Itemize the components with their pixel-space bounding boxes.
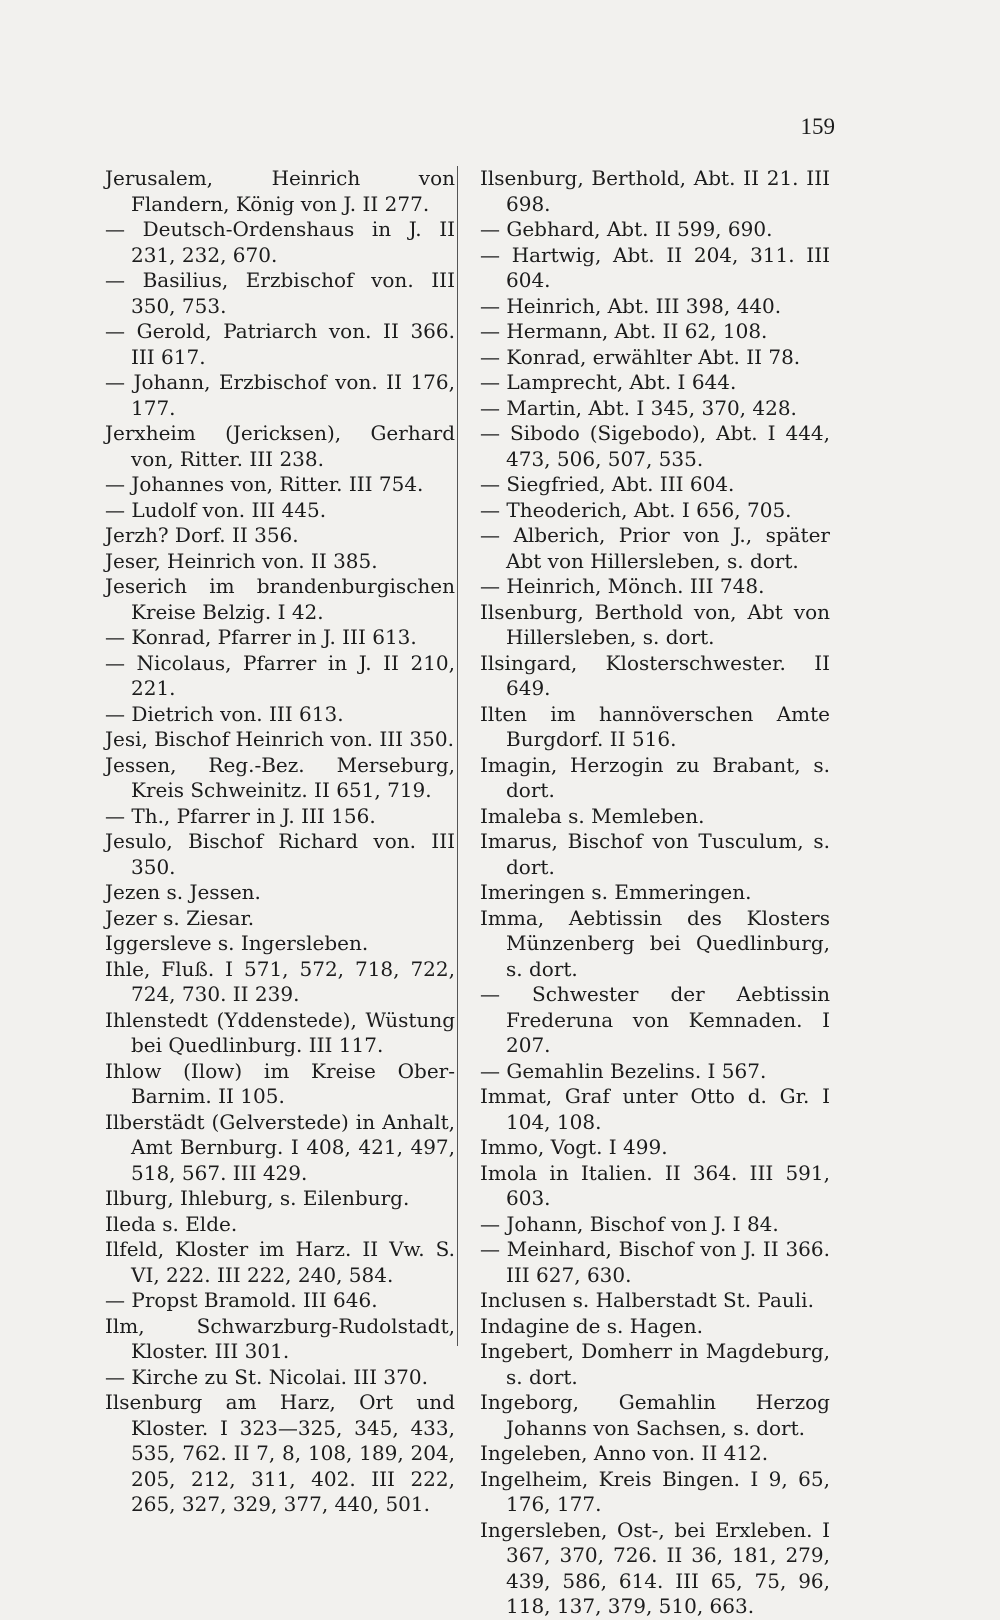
index-entry: Ilburg, Ihleburg, s. Eilenburg.	[105, 1186, 410, 1210]
index-entry: — Konrad, Pfarrer in J. III 613.	[105, 625, 417, 649]
index-entry: — Heinrich, Abt. III 398, 440.	[480, 293, 782, 318]
index-entry: — Johann, Bischof von J. I 84.	[480, 1211, 779, 1236]
index-entry: Ihle, Fluß. I 571, 572, 718, 722, 724, 730. II 239.	[105, 956, 455, 1006]
index-column-right	[480, 166, 830, 1620]
index-entry: — Hermann, Abt. II 62, 108.	[480, 319, 768, 343]
index-entry: — Heinrich, Mönch. III 748.	[480, 574, 765, 598]
index-entry: — Sibodo (Sigebodo), Abt. I 444, 473, 506, 507, 535.	[480, 421, 830, 471]
index-entry: — Basilius, Erzbischof von. III 350, 753.	[105, 268, 455, 318]
index-entry: Ingelheim, Kreis Bingen. I 9, 65, 176, 177.	[480, 1466, 830, 1516]
index-entry: — Gebhard, Abt. II 599, 690.	[480, 217, 773, 241]
index-entry: Ilsenburg am Harz, Ort und Kloster. I 323—325, 345, 433, 535, 762. II 7, 8, 108, 189, 204, 205, 212, 311, 402. III 222, 265, 327, 329, 377, 440, 501.	[105, 1390, 455, 1516]
index-entry: Ingersleben, Ost-, bei Erxleben. I 367, 370, 726. II 36, 181, 279, 439, 586, 614. III 65, 75, 96, 118, 137, 379, 510, 663.	[480, 1517, 830, 1618]
index-entry: Jessen, Reg.-Bez. Merseburg, Kreis Schweinitz. II 651, 719.	[105, 752, 455, 802]
index-entry: — Lamprecht, Abt. I 644.	[480, 370, 737, 394]
index-entry: Jesulo, Bischof Richard von. III 350.	[105, 829, 455, 879]
index-entry: Jeserich im brandenburgischen Kreise Belzig. I 42.	[105, 574, 455, 624]
index-entry: Indagine de s. Hagen.	[480, 1313, 703, 1338]
index-entry: Ilsenburg, Berthold von, Abt von Hillersleben, s. dort.	[480, 599, 830, 649]
index-entry: Imma, Aebtissin des Klosters Münzenberg bei Quedlinburg, s. dort.	[480, 905, 830, 981]
index-entry: — Deutsch-Ordenshaus in J. II 231, 232, 670.	[105, 217, 455, 267]
index-entry: — Johann, Erzbischof von. II 176, 177.	[105, 370, 455, 420]
index-entry: — Johannes von, Ritter. III 754.	[105, 472, 424, 496]
column-divider	[457, 166, 458, 1346]
index-entry: Ingeborg, Gemahlin Herzog Johanns von Sachsen, s. dort.	[480, 1390, 830, 1440]
index-entry: Ingebert, Domherr in Magdeburg, s. dort.	[480, 1339, 830, 1389]
index-entry: Imagin, Herzogin zu Brabant, s. dort.	[480, 752, 830, 802]
index-entry: Immo, Vogt. I 499.	[480, 1135, 668, 1159]
index-entry: — Alberich, Prior von J., später Abt von Hillersleben, s. dort.	[480, 523, 830, 573]
index-entry: — Theoderich, Abt. I 656, 705.	[480, 497, 792, 522]
index-entry: Ilten im hannöverschen Amte Burgdorf. II 516.	[480, 701, 830, 751]
index-entry: — Gerold, Patriarch von. II 366. III 617.	[105, 319, 455, 369]
index-entry: Ilsenburg, Berthold, Abt. II 21. III 698.	[480, 166, 830, 216]
index-entry: Jesi, Bischof Heinrich von. III 350.	[105, 727, 454, 751]
index-entry: Jerzh? Dorf. II 356.	[105, 523, 299, 547]
index-entry: — Hartwig, Abt. II 204, 311. III 604.	[480, 242, 830, 292]
index-entry: — Schwester der Aebtissin Frederuna von Kemnaden. I 207.	[480, 982, 830, 1057]
index-entry: — Nicolaus, Pfarrer in J. II 210, 221.	[105, 650, 455, 700]
index-entry: — Siegfried, Abt. III 604.	[480, 472, 735, 496]
index-entry: Imaleba s. Memleben.	[480, 803, 705, 828]
index-entry: Ingeleben, Anno von. II 412.	[480, 1441, 769, 1465]
index-entry: — Kirche zu St. Nicolai. III 370.	[105, 1364, 428, 1389]
index-entry: Ihlenstedt (Yddenstede), Wüstung bei Quedlinburg. III 117.	[105, 1007, 455, 1057]
index-entry: — Th., Pfarrer in J. III 156.	[105, 803, 376, 828]
index-entry: Ilberstädt (Gelverstede) in Anhalt, Amt Bernburg. I 408, 421, 497, 518, 567. III 429.	[105, 1109, 455, 1185]
index-entry: Imarus, Bischof von Tusculum, s. dort.	[480, 829, 830, 879]
index-entry: Jerusalem, Heinrich von Flandern, König von J. II 277.	[105, 166, 455, 216]
index-entry: — Propst Bramold. III 646.	[105, 1288, 378, 1312]
index-entry: Imeringen s. Emmeringen.	[480, 880, 752, 904]
index-entry: Imola in Italien. II 364. III 591, 603.	[480, 1160, 830, 1210]
index-entry: Iggersleve s. Ingersleben.	[105, 931, 369, 955]
index-column-left	[105, 166, 455, 1518]
index-entry: — Meinhard, Bischof von J. II 366. III 627, 630.	[480, 1237, 830, 1287]
index-entry: Jeser, Heinrich von. II 385.	[105, 548, 378, 573]
index-entry: Jezer s. Ziesar.	[105, 905, 255, 930]
index-entry: Jezen s. Jessen.	[105, 880, 261, 904]
index-entry: Ilsingard, Klosterschwester. II 649.	[480, 650, 830, 700]
index-entry: — Martin, Abt. I 345, 370, 428.	[480, 395, 797, 420]
index-entry: — Dietrich von. III 613.	[105, 701, 344, 726]
index-entry: Jerxheim (Jericksen), Gerhard von, Ritter. III 238.	[105, 421, 455, 471]
index-entry: Ileda s. Elde.	[105, 1211, 238, 1236]
page-number: 159	[800, 114, 835, 139]
index-entry: Ihlow (Ilow) im Kreise Ober-Barnim. II 105.	[105, 1058, 455, 1108]
index-entry: Immat, Graf unter Otto d. Gr. I 104, 108.	[480, 1084, 830, 1134]
index-entry: — Ludolf von. III 445.	[105, 497, 327, 522]
index-entry: Ilfeld, Kloster im Harz. II Vw. S. VI, 222. III 222, 240, 584.	[105, 1237, 455, 1287]
index-entry: — Gemahlin Bezelins. I 567.	[480, 1058, 767, 1083]
index-entry: Ilm, Schwarzburg-Rudolstadt, Kloster. III 301.	[105, 1313, 455, 1363]
index-entry: Inclusen s. Halberstadt St. Pauli.	[480, 1288, 814, 1312]
index-entry: — Konrad, erwählter Abt. II 78.	[480, 344, 801, 369]
